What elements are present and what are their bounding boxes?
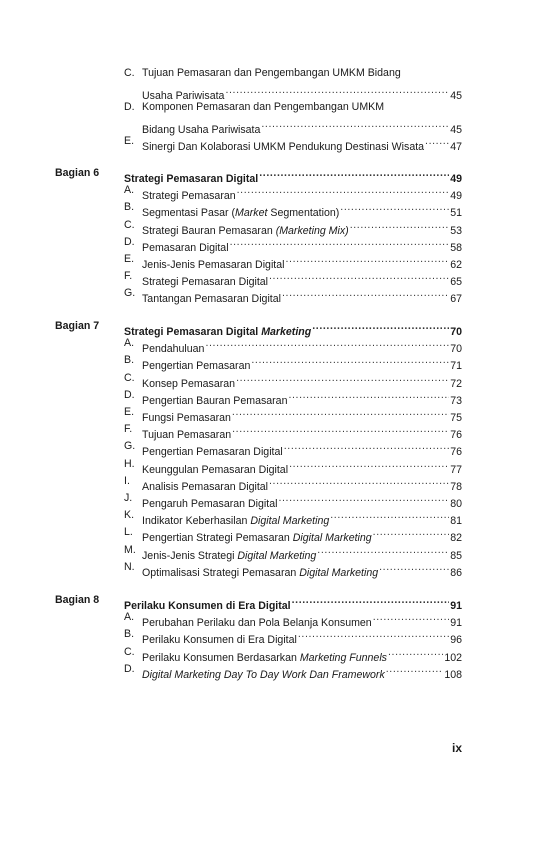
entry-title-part: Segmentation)	[267, 207, 340, 219]
entry-page: 47	[450, 141, 462, 153]
toc-row	[0, 335, 545, 355]
toc-row	[0, 268, 545, 288]
entry-title-part: Strategi Pemasaran	[142, 190, 236, 202]
entry-title-part: Strategi Pemasaran Digital	[142, 276, 269, 288]
entry-letter: K.	[124, 509, 135, 521]
toc-row	[0, 116, 545, 136]
entry-page: 91	[450, 617, 462, 629]
dot-leader	[378, 559, 449, 576]
toc-row	[0, 99, 545, 116]
entry-page: 75	[450, 412, 462, 424]
entry-letter: A.	[124, 184, 135, 196]
chapter-title-text: Strategi Pemasaran Digital	[124, 326, 262, 338]
entry-letter: C.	[124, 372, 135, 384]
toc-row	[0, 592, 545, 612]
dot-leader	[329, 507, 449, 524]
entry-letter: L.	[124, 526, 133, 538]
entry-title-part: Segmentasi Pasar (	[142, 207, 236, 219]
entry-page: 85	[450, 550, 462, 562]
dot-leader	[339, 199, 449, 216]
entry-letter: G.	[124, 440, 136, 452]
entry-page: 81	[450, 515, 462, 527]
dot-leader	[260, 116, 449, 133]
entry-page: 82	[450, 532, 462, 544]
entry-title: Usaha Pariwisata	[142, 90, 225, 102]
toc-entry	[142, 285, 462, 308]
entry-letter: A.	[124, 611, 135, 623]
entry-letter: A.	[124, 337, 135, 349]
page-number: ix	[451, 741, 462, 755]
entry-title-part: Pengertian Strategi Pemasaran	[142, 532, 293, 544]
entry-letter: J.	[124, 492, 133, 504]
dot-leader	[231, 404, 449, 421]
dot-leader	[349, 217, 450, 234]
entry-page: 53	[450, 225, 462, 237]
dot-leader	[235, 370, 449, 387]
entry-letter: E.	[124, 253, 135, 265]
toc-row	[0, 421, 545, 441]
entry-page: 72	[450, 378, 462, 390]
entry-letter: B.	[124, 354, 135, 366]
entry-title-part: Perubahan Perilaku dan Pola Belanja Konsumen	[142, 617, 372, 629]
toc-row	[0, 387, 545, 407]
dot-leader	[285, 251, 450, 268]
entry-title-line1: Komponen Pemasaran dan Pengembangan UMKM	[142, 101, 385, 113]
toc-row	[0, 626, 545, 646]
entry-letter: G.	[124, 287, 136, 299]
chapter-label: Bagian 6	[55, 167, 100, 179]
entry-title-part: Pengertian Pemasaran	[142, 360, 251, 372]
entry-page: 58	[450, 242, 462, 254]
entry-title-part: Pengertian Pemasaran Digital	[142, 446, 283, 458]
dot-leader	[277, 490, 449, 507]
entry-page: 51	[450, 207, 462, 219]
dot-leader	[283, 438, 449, 455]
entry-letter: E.	[124, 406, 135, 418]
dot-leader	[268, 473, 449, 490]
entry-page: 73	[450, 395, 462, 407]
entry-title-line1: Tujuan Pemasaran dan Pengembangan UMKM Bidang	[142, 67, 401, 79]
entry-page: 67	[450, 293, 462, 305]
dot-leader	[287, 387, 449, 404]
entry-title	[142, 565, 378, 582]
toc-row	[0, 82, 545, 102]
entry-title-part: Digital Marketing	[299, 567, 379, 579]
dot-leader	[268, 268, 449, 285]
toc-row	[0, 438, 545, 458]
entry-letter: D.	[124, 101, 135, 113]
toc-row	[0, 251, 545, 271]
entry-title-part: Market	[235, 207, 268, 219]
dot-leader	[316, 542, 449, 559]
dot-leader	[288, 456, 449, 473]
toc-entry	[142, 133, 462, 156]
entry-page: 76	[450, 429, 462, 441]
toc-row	[0, 370, 545, 390]
toc-row	[0, 352, 545, 372]
toc-entry	[142, 661, 462, 684]
entry-page: 49	[450, 190, 462, 202]
entry-page: 70	[450, 343, 462, 355]
toc-row	[0, 524, 545, 544]
entry-title-part: Pendahuluan	[142, 343, 205, 355]
entry-title-part: Perilaku Konsumen Berdasarkan	[142, 652, 300, 664]
entry-page: 62	[450, 259, 462, 271]
entry-letter: D.	[124, 389, 135, 401]
entry-letter: D.	[124, 236, 135, 248]
entry-title-part: Indikator Keberhasilan	[142, 515, 251, 527]
entry-title-part: Tantangan Pemasaran Digital	[142, 293, 281, 305]
entry-title-part: Jenis-Jenis Strategi	[142, 550, 238, 562]
chapter-page: 91	[450, 600, 462, 612]
toc-row	[0, 456, 545, 476]
entry-title-part: Digital Marketing	[292, 532, 372, 544]
entry-letter: H.	[124, 458, 135, 470]
entry-title-part: Digital Marketing	[237, 550, 317, 562]
entry-letter: I.	[124, 475, 130, 487]
dot-leader	[372, 524, 450, 541]
entry-title-part: Optimalisasi Strategi Pemasaran	[142, 567, 300, 579]
entry-page: 96	[450, 634, 462, 646]
entry-title-part: Keunggulan Pemasaran Digital	[142, 464, 289, 476]
entry-letter: B.	[124, 628, 135, 640]
entry-title-part: Marketing Funnels	[299, 652, 387, 664]
chapter-title-italic: Marketing	[261, 326, 312, 338]
dot-leader	[250, 352, 449, 369]
entry-page: 45	[450, 90, 462, 102]
entry-page: 108	[444, 669, 462, 681]
entry-letter: C.	[124, 67, 135, 79]
entry-title-part: Digital Marketing Day To Day Work Dan Framework	[142, 669, 385, 681]
dot-leader	[385, 661, 444, 678]
entry-title-part: Digital Marketing	[250, 515, 330, 527]
chapter-page: 70	[450, 326, 462, 338]
toc-entry	[142, 559, 462, 582]
chapter-title-text: Strategi Pemasaran Digital	[124, 173, 259, 185]
entry-page: 76	[450, 446, 462, 458]
dot-leader	[387, 644, 443, 661]
entry-page: 80	[450, 498, 462, 510]
toc-row	[0, 559, 545, 579]
entry-title-part: Fungsi Pemasaran	[142, 412, 231, 424]
chapter-title-text: Perilaku Konsumen di Era Digital	[124, 600, 291, 612]
entry-page: 65	[450, 276, 462, 288]
entry-title-part: Pengertian Bauran Pemasaran	[142, 395, 288, 407]
toc-row	[0, 318, 545, 338]
toc-row	[0, 473, 545, 493]
chapter-label: Bagian 7	[55, 320, 100, 332]
dot-leader	[224, 82, 449, 99]
chapter-label: Bagian 8	[55, 594, 100, 606]
entry-title-part: Strategi Bauran Pemasaran	[142, 225, 276, 237]
dot-leader	[297, 626, 449, 643]
dot-leader	[258, 165, 449, 182]
entry-page: 86	[450, 567, 462, 579]
toc-row	[0, 404, 545, 424]
entry-title: Bidang Usaha Pariwisata	[142, 124, 261, 136]
entry-title-part: (Marketing Mix)	[275, 225, 349, 237]
entry-title	[142, 291, 281, 308]
entry-title-part: Analisis Pemasaran Digital	[142, 481, 269, 493]
entry-title: Sinergi Dan Kolaborasi UMKM Pendukung Destinasi Wisata	[142, 141, 425, 153]
entry-letter: B.	[124, 201, 135, 213]
entry-letter: C.	[124, 219, 135, 231]
entry-letter: D.	[124, 663, 135, 675]
entry-title-part: Pemasaran Digital	[142, 242, 229, 254]
toc-row	[0, 65, 545, 82]
entry-page: 102	[444, 652, 462, 664]
entry-title-part: Jenis-Jenis Pemasaran Digital	[142, 259, 285, 271]
entry-title-part: Perilaku Konsumen di Era Digital	[142, 634, 297, 646]
dot-leader	[204, 335, 449, 352]
entry-title-part: Tujuan Pemasaran	[142, 429, 232, 441]
entry-page: 77	[450, 464, 462, 476]
toc-row	[0, 217, 545, 237]
toc-row	[0, 234, 545, 254]
entry-title	[142, 667, 385, 684]
toc-row	[0, 609, 545, 629]
entry-title-part: Pengaruh Pemasaran Digital	[142, 498, 278, 510]
chapter-page: 49	[450, 173, 462, 185]
dot-leader	[291, 592, 450, 609]
dot-leader	[236, 182, 450, 199]
dot-leader	[311, 318, 449, 335]
toc-row	[0, 165, 545, 185]
toc-row	[0, 507, 545, 527]
entry-letter: M.	[124, 544, 136, 556]
toc-row	[0, 199, 545, 219]
entry-letter: N.	[124, 561, 135, 573]
entry-letter: E.	[124, 135, 135, 147]
toc-row	[0, 542, 545, 562]
entry-page: 71	[450, 360, 462, 372]
entry-page: 78	[450, 481, 462, 493]
dot-leader	[229, 234, 450, 251]
entry-title-part: Konsep Pemasaran	[142, 378, 236, 390]
dot-leader	[424, 133, 449, 150]
toc-row	[0, 661, 545, 681]
dot-leader	[281, 285, 449, 302]
dot-leader	[372, 609, 450, 626]
entry-letter: F.	[124, 423, 133, 435]
entry-page: 45	[450, 124, 462, 136]
toc-row	[0, 285, 545, 305]
entry-letter: C.	[124, 646, 135, 658]
dot-leader	[231, 421, 449, 438]
toc-row	[0, 490, 545, 510]
entry-letter: F.	[124, 270, 133, 282]
toc-row	[0, 644, 545, 664]
toc-row	[0, 182, 545, 202]
toc-row	[0, 133, 545, 153]
